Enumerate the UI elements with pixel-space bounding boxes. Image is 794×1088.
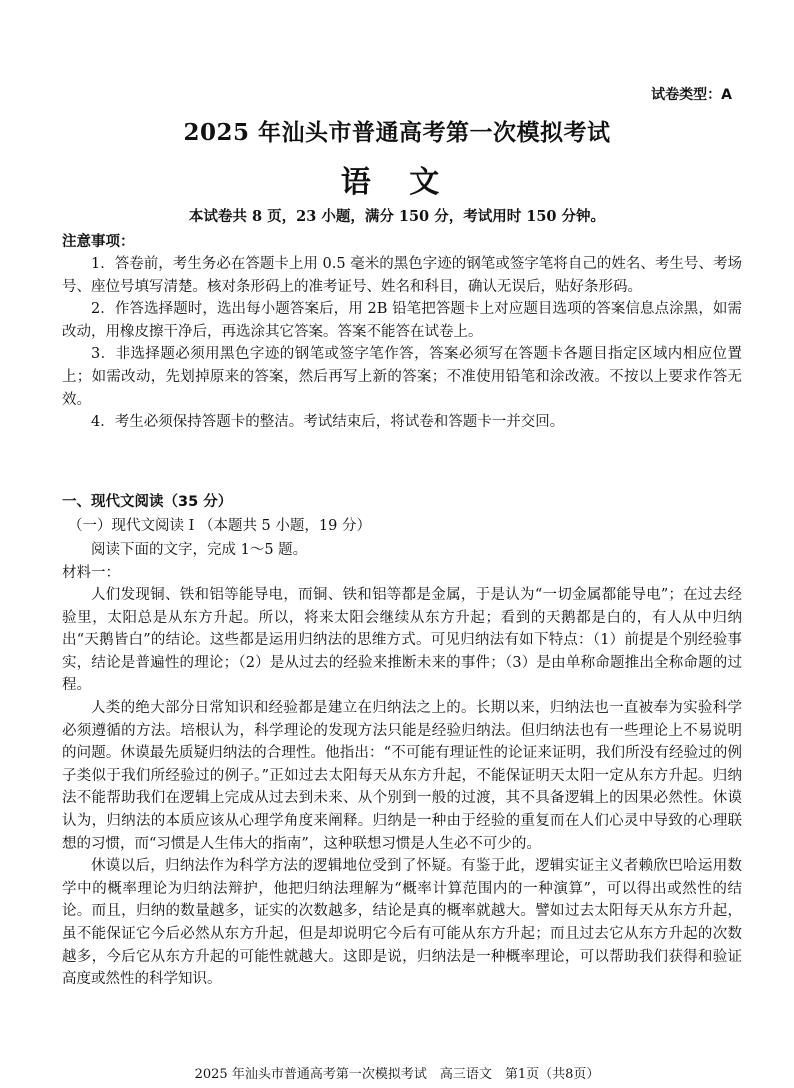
paper-info: 本试卷共 8 页，23 小题，满分 150 分，考试用时 150 分钟。 [188, 208, 606, 225]
notice-item-2: 2．作答选择题时，选出每小题答案后，用 2B 铅笔把答题卡上对应题目选项的答案信息点涂黑，如需改动，用橡皮擦干净后，再选涂其它答案。答案不能答在试卷上。 [62, 301, 742, 340]
material-label: 材料一： [62, 565, 120, 581]
notice-item-1: 1．答卷前，考生务必在答题卡上用 0.5 毫米的黑色字迹的钢笔或签字笔将自己的姓名、考生号、考场号、座位号填写清楚。核对条形码上的准考证号、姓名和科目，确认无误后，贴好条形码。 [62, 256, 742, 295]
reading-instruction: 阅读下面的文字，完成 1～5 题。 [91, 542, 308, 558]
paper-type-label: 试卷类型：A [651, 87, 732, 103]
material-text [62, 584, 742, 991]
material-paragraph-3: 休谟以后，归纳法作为科学方法的逻辑地位受到了怀疑。有鉴于此，逻辑实证主义者赖欣巴哈运用数学中的概率理论为归纳法辩护，他把归纳法理解为“概率计算范围内的一种演算”，可以得出或然性的结论。而且，归纳的数量越多，证实的次数越多，结论是真的概率就越大。譬如过去太阳每天从东方升起，虽不能保证它今后必然从东方升起，但是却说明它今后有可能从东方升起；而且过去它从东方升起的次数越多，今后它从东方升起的可能性就越大。这即是说，归纳法是一种概率理论，可以帮助我们获得和验证高度或然性的科学知识。 [62, 858, 742, 988]
notice-item-3: 3．非选择题必须用黑色字迹的钢笔或签字笔作答，答案必须写在答题卡各题目指定区域内相应位置上；如需改动，先划掉原来的答案，然后再写上新的答案；不准使用铅笔和涂改液。不按以上要求作答无效。 [62, 346, 742, 408]
notice-item-4: 4．考生必须保持答题卡的整洁。考试结束后，将试卷和答题卡一并交回。 [91, 414, 565, 431]
notice-heading: 注意事项： [62, 234, 135, 250]
exam-title: 2025 年汕头市普通高考第一次模拟考试 [183, 119, 611, 146]
notice-list [62, 253, 742, 434]
subsection-heading: （一）现代文阅读 I （本题共 5 小题，19 分） [68, 518, 371, 534]
subject-title: 语 文 [340, 165, 454, 200]
page-footer: 2025 年汕头市普通高考第一次模拟考试 高三语文 第1页（共8页） [194, 1067, 600, 1082]
section-heading: 一、现代文阅读（35 分） [62, 494, 233, 510]
material-paragraph-1: 人们发现铜、铁和铝等能导电，而铜、铁和铝等都是金属，于是认为“一切金属都能导电”；在过去经验里，太阳总是从东方升起。所以，将来太阳会继续从东方升起；看到的天鹅都是白的，有人从中归纳出“天鹅皆白”的结论。这些都是运用归纳法的思维方式。可见归纳法有如下特点：（1）前提是个别经验事实，结论是普遍性的理论；（2）是从过去的经验来推断未来的事件；（3）是由单称命题推出全称命题的过程。 [62, 587, 742, 694]
material-paragraph-2: 人类的绝大部分日常知识和经验都是建立在归纳法之上的。长期以来，归纳法也一直被奉为实验科学必须遵循的方法。培根认为，科学理论的发现方法只能是经验归纳法。但归纳法也有一些理论上不易说明的问题。休谟最先质疑归纳法的合理性。他指出：“不可能有理证性的论证来证明，我们所没有经验过的例子类似于我们所经验过的例子。”正如过去太阳每天从东方升起，不能保证明天太阳一定从东方升起。归纳法不能帮助我们在逻辑上完成从过去到未来、从个别到一般的过渡，其不具备逻辑上的因果必然性。休谟认为，归纳法的本质应该从心理学角度来阐释。归纳是一种由于经验的重复而在人们心灵中导致的心理联想的习惯，而“习惯是人生伟大的指南”，这种联想习惯是人生必不可少的。 [62, 699, 742, 852]
